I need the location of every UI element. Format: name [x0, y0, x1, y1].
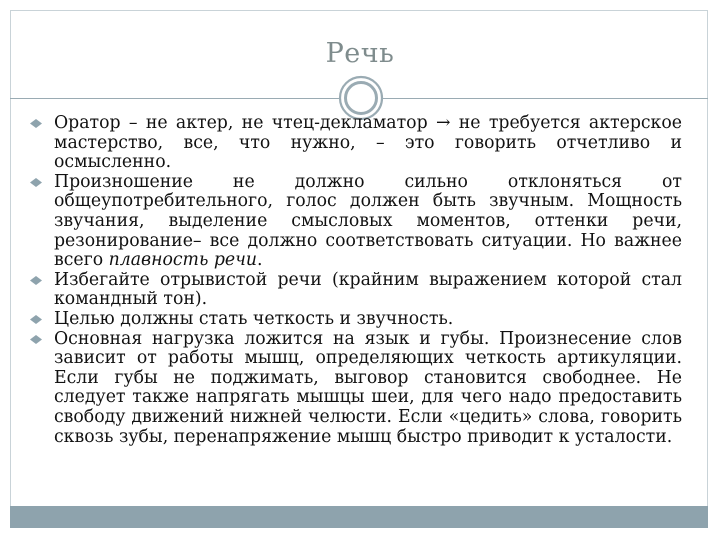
diamond-bullet-icon: [30, 335, 42, 344]
list-item: [24, 173, 682, 271]
bullet-emphasis: плавность речи: [108, 250, 258, 271]
bullet-text: Произношение не должно сильно отклоняться от общеупотребительного, голос должен быть звучным. Мощность звучания, выделение смысловых моментов, оттенки речи, резонирование– все должно соответствовать ситуации. Но важнее всего: [54, 171, 682, 271]
list-item: [24, 271, 682, 310]
diamond-bullet-icon: [30, 276, 42, 285]
slide-title: Речь: [325, 38, 395, 69]
bullet-text: Избегайте отрывистой речи (крайним выражением которой стал командный тон).: [54, 269, 682, 310]
list-item: [24, 114, 682, 173]
diamond-bullet-icon: [30, 315, 42, 324]
list-item: [24, 310, 682, 330]
diamond-bullet-icon: [30, 178, 42, 187]
bullet-text-end: .: [257, 250, 263, 271]
bullet-text: Оратор – не актер, не чтец-декламатор → не требуется актерское мастерство, все, что нужно, – это говорить отчетливо и осмысленно.: [54, 113, 682, 173]
footer-bar: [10, 506, 708, 528]
list-item: [24, 330, 682, 448]
bullet-text: Основная нагрузка ложится на язык и губы. Произнесение слов зависит от работы мышц, определяющих четкость артикуляции. Если губы не поджимать, выговор становится свободнее. Не следует также напрягать мышцы шеи, для чего надо предоставить свободу движений нижней челюсти. Если «цедить» слова, говорить сквозь зубы, перенапряжение мышц быстро приводит к усталости.: [54, 328, 682, 447]
diamond-bullet-icon: [30, 119, 42, 128]
bullet-text: Целью должны стать четкость и звучность.: [54, 308, 454, 329]
bullet-list: [24, 114, 682, 447]
